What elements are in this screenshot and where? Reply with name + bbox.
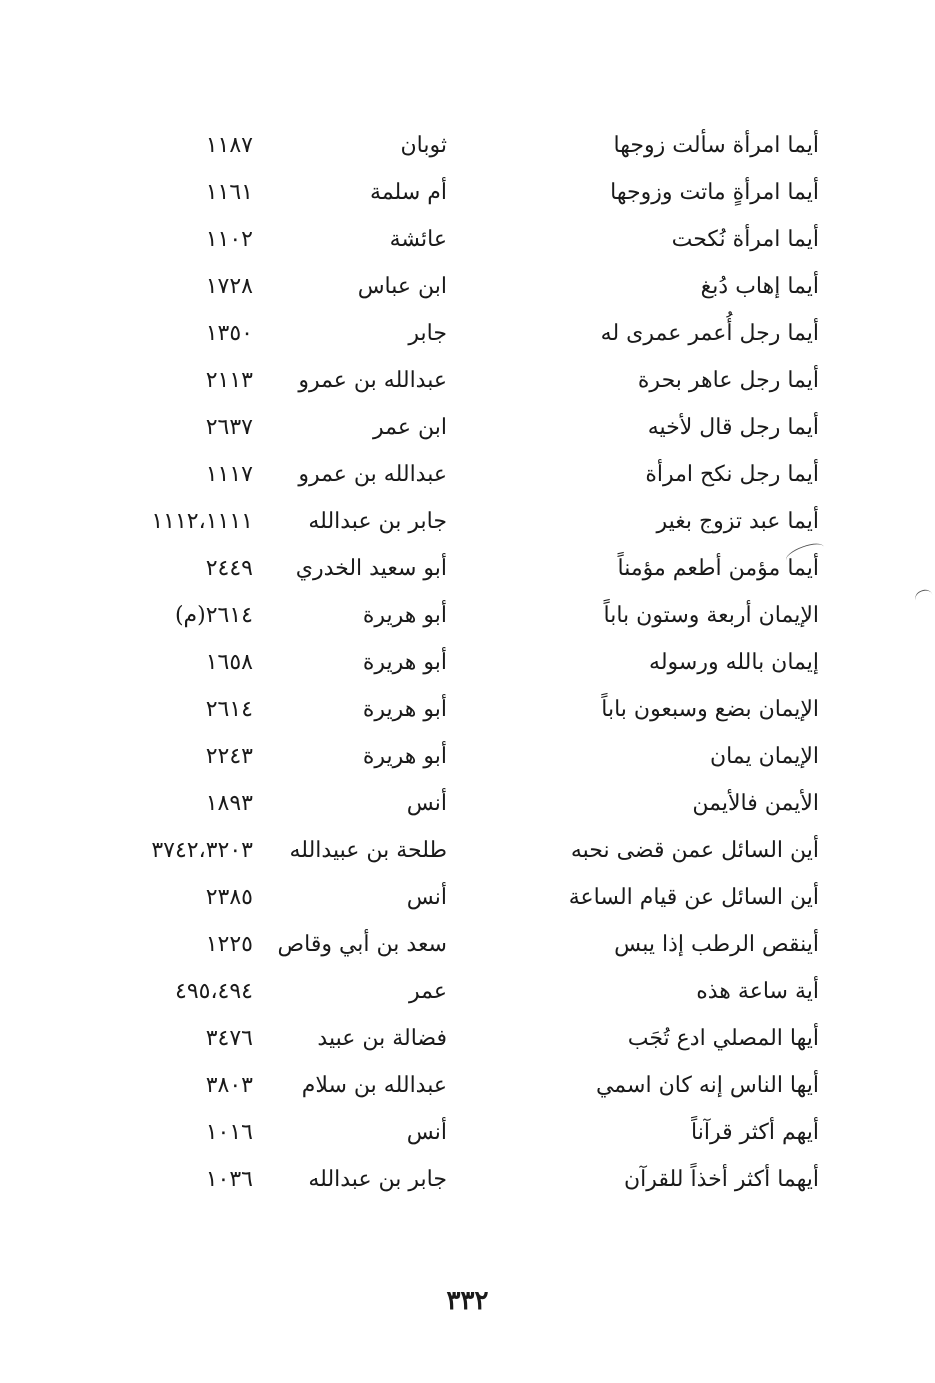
hadith-number: ٢٦٣٧ bbox=[205, 415, 253, 440]
hadith-number: ١٢٢٥ bbox=[205, 932, 253, 957]
narrator-name: عائشة bbox=[389, 227, 447, 252]
hadith-text: إيمان بالله ورسوله bbox=[649, 650, 819, 675]
hadith-text: أيما رجل نكح امرأة bbox=[645, 462, 819, 487]
hadith-text: أيما امرأة سألت زوجها bbox=[613, 133, 819, 158]
hadith-number: ١١١٢،١١١١ bbox=[151, 509, 253, 534]
narrator-name: أبو هريرة bbox=[362, 744, 447, 769]
narrator-name: أنس bbox=[406, 791, 447, 816]
index-row bbox=[0, 404, 935, 451]
narrator-name: جابر بن عبدالله bbox=[308, 509, 447, 534]
hadith-text: أيما امرأةٍ ماتت وزوجها bbox=[610, 180, 819, 205]
index-row bbox=[0, 498, 935, 545]
index-row bbox=[0, 357, 935, 404]
hadith-number: ١١١٧ bbox=[205, 462, 253, 487]
index-row bbox=[0, 1062, 935, 1109]
narrator-name: ابن عباس bbox=[357, 274, 447, 299]
index-row bbox=[0, 1156, 935, 1203]
narrator-name: أم سلمة bbox=[370, 180, 447, 205]
narrator-name: أبو هريرة bbox=[362, 650, 447, 675]
index-row bbox=[0, 639, 935, 686]
narrator-name: جابر bbox=[408, 321, 447, 346]
index-row bbox=[0, 122, 935, 169]
hadith-text: أيما إهاب دُبغ bbox=[700, 274, 819, 299]
hadith-index-list bbox=[0, 122, 935, 1203]
narrator-name: أبو سعيد الخدري bbox=[295, 556, 447, 581]
hadith-number: ١٠١٦ bbox=[205, 1120, 253, 1145]
narrator-name: جابر بن عبدالله bbox=[308, 1167, 447, 1192]
index-row bbox=[0, 1109, 935, 1156]
narrator-name: أبو هريرة bbox=[362, 603, 447, 628]
index-row bbox=[0, 1015, 935, 1062]
hadith-number: ١٠٣٦ bbox=[205, 1167, 253, 1192]
hadith-number: ٢٢٤٣ bbox=[205, 744, 253, 769]
hadith-text: أيما عبد تزوج بغير bbox=[656, 509, 819, 534]
index-row bbox=[0, 592, 935, 639]
narrator-name: عمر bbox=[409, 979, 447, 1004]
narrator-name: أنس bbox=[406, 885, 447, 910]
hadith-number: ٢٦١٤(م) bbox=[174, 603, 253, 628]
hadith-number: ٢٤٤٩ bbox=[205, 556, 253, 581]
narrator-name: فضالة بن عبيد bbox=[317, 1026, 447, 1051]
hadith-text: أيما مؤمن أطعم مؤمناً bbox=[617, 556, 819, 581]
hadith-number: ١١٨٧ bbox=[205, 133, 253, 158]
index-row bbox=[0, 686, 935, 733]
page-number: ٣٣٢ bbox=[446, 1286, 489, 1316]
narrator-name: عبدالله بن عمرو bbox=[298, 462, 447, 487]
hadith-text: أيهما أكثر أخذاً للقرآن bbox=[623, 1167, 819, 1192]
narrator-name: عبدالله بن عمرو bbox=[298, 368, 447, 393]
index-row bbox=[0, 921, 935, 968]
hadith-number: ٣٧٤٢،٣٢٠٣ bbox=[151, 838, 253, 863]
hadith-number: ٣٨٠٣ bbox=[205, 1073, 253, 1098]
hadith-text: الإيمان أربعة وستون باباً bbox=[603, 603, 819, 628]
index-row bbox=[0, 874, 935, 921]
index-row bbox=[0, 216, 935, 263]
hadith-number: ٢٦١٤ bbox=[205, 697, 253, 722]
hadith-text: أيما امرأة نُكحت bbox=[671, 227, 819, 252]
hadith-number: ٢٣٨٥ bbox=[205, 885, 253, 910]
hadith-number: ٤٩٥،٤٩٤ bbox=[175, 979, 253, 1004]
hadith-text: أيما رجل قال لأخيه bbox=[647, 415, 819, 440]
hadith-text: أين السائل عن قيام الساعة bbox=[568, 885, 819, 910]
hadith-text: أيما رجل عاهر بحرة bbox=[637, 368, 819, 393]
narrator-name: سعد بن أبي وقاص bbox=[277, 932, 447, 957]
hadith-number: ٣٤٧٦ bbox=[205, 1026, 253, 1051]
narrator-name: طلحة بن عبيدالله bbox=[289, 838, 447, 863]
hadith-number: ٢١١٣ bbox=[205, 368, 253, 393]
hadith-number: ١٣٥٠ bbox=[205, 321, 253, 346]
index-row bbox=[0, 451, 935, 498]
hadith-text: أيما رجل أُعمر عمرى له bbox=[600, 321, 819, 346]
index-row bbox=[0, 263, 935, 310]
index-row bbox=[0, 733, 935, 780]
narrator-name: ثوبان bbox=[400, 133, 447, 158]
hadith-text: الإيمان يمان bbox=[709, 744, 819, 769]
hadith-number: ١٦٥٨ bbox=[205, 650, 253, 675]
hadith-text: الأيمن فالأيمن bbox=[692, 791, 819, 816]
index-row bbox=[0, 968, 935, 1015]
index-row bbox=[0, 169, 935, 216]
narrator-name: ابن عمر bbox=[373, 415, 447, 440]
hadith-text: أين السائل عمن قضى نحبه bbox=[570, 838, 819, 863]
hadith-number: ١١٦١ bbox=[205, 180, 253, 205]
hadith-number: ١٧٢٨ bbox=[205, 274, 253, 299]
hadith-text: أية ساعة هذه bbox=[696, 979, 819, 1004]
hadith-text: أيهم أكثر قرآناً bbox=[691, 1120, 819, 1145]
index-row bbox=[0, 310, 935, 357]
narrator-name: عبدالله بن سلام bbox=[301, 1073, 447, 1098]
hadith-text: أينقص الرطب إذا يبس bbox=[614, 932, 819, 957]
hadith-text: الإيمان بضع وسبعون باباً bbox=[601, 697, 819, 722]
index-row bbox=[0, 780, 935, 827]
hadith-number: ١٨٩٣ bbox=[205, 791, 253, 816]
narrator-name: أنس bbox=[406, 1120, 447, 1145]
hadith-text: أيها المصلي ادع تُجَب bbox=[627, 1026, 819, 1051]
hadith-text: أيها الناس إنه كان اسمي bbox=[595, 1073, 819, 1098]
hadith-number: ١١٠٢ bbox=[205, 227, 253, 252]
narrator-name: أبو هريرة bbox=[362, 697, 447, 722]
index-row bbox=[0, 827, 935, 874]
